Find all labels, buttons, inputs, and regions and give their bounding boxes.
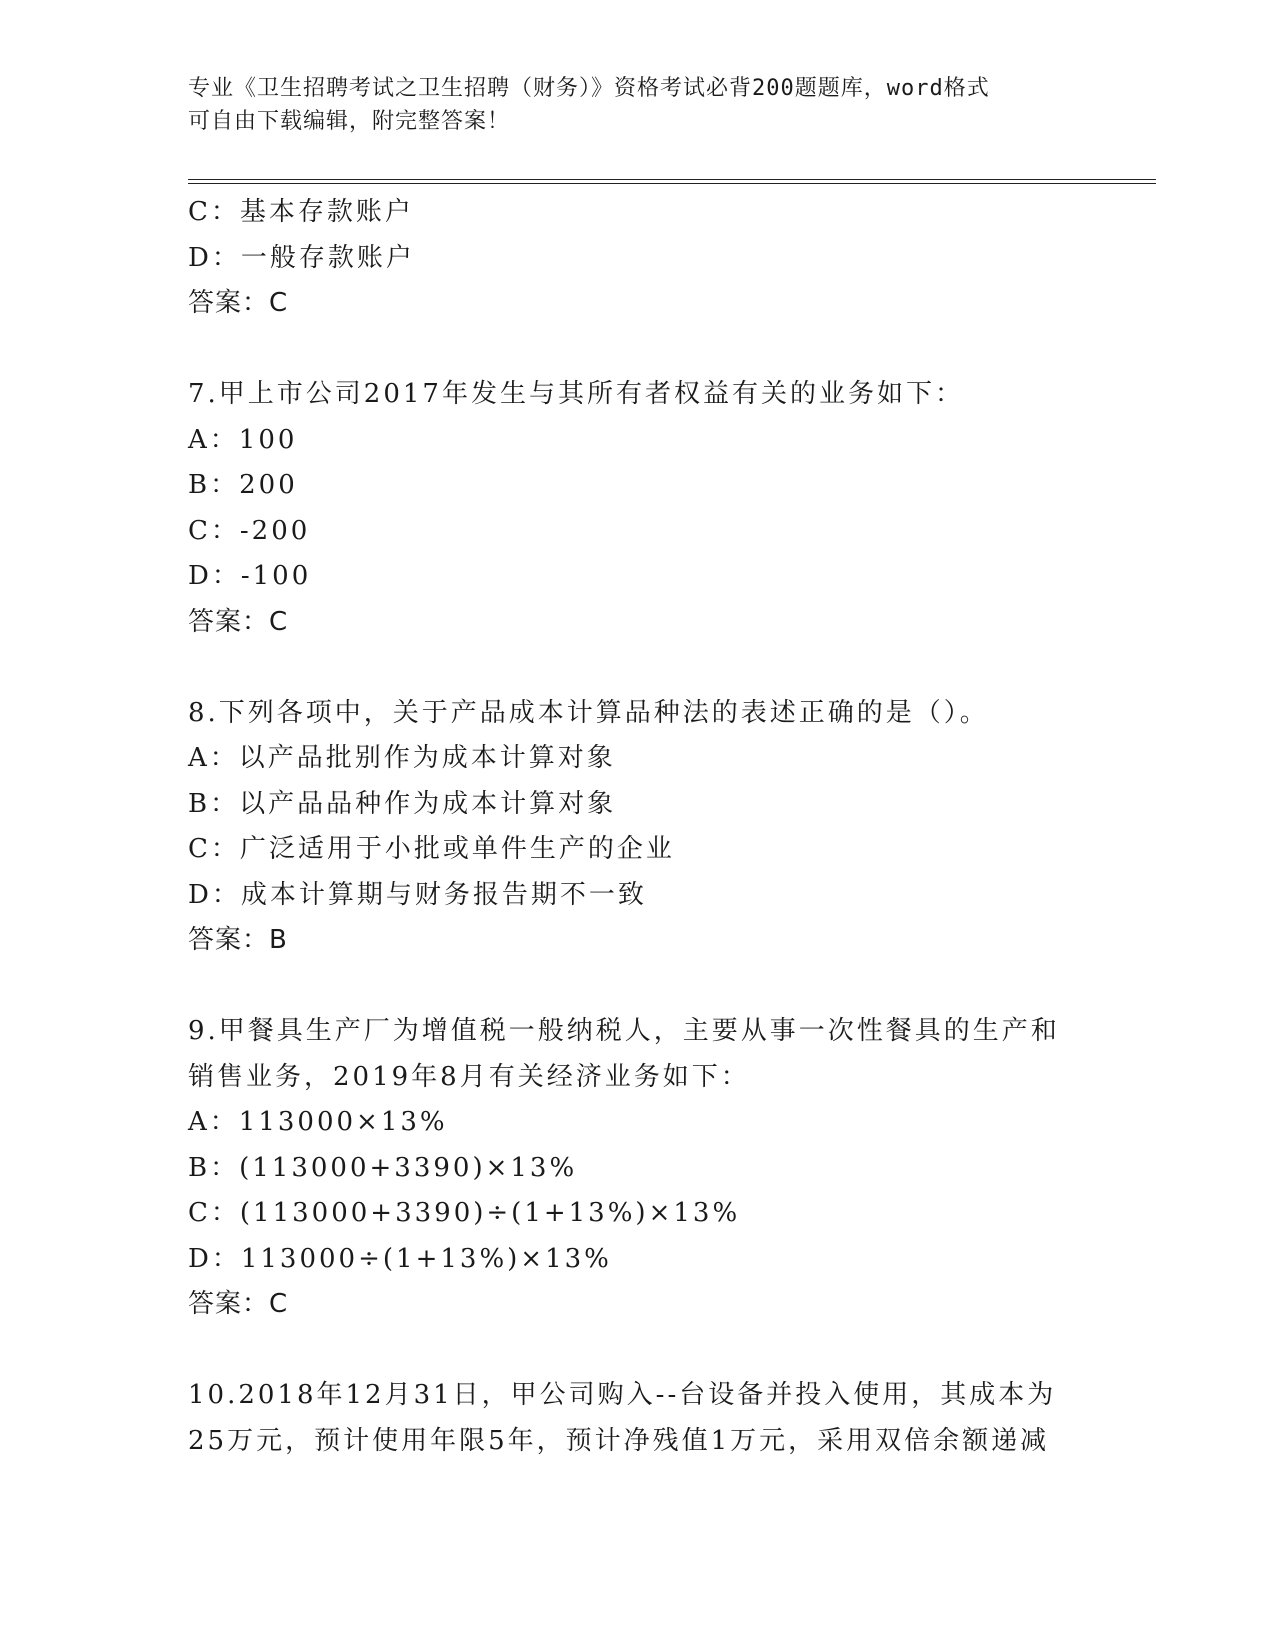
q8-option-c: C：广泛适用于小批或单件生产的企业 <box>188 834 675 864</box>
document-header <box>188 72 1088 138</box>
q7-stem: 7.甲上市公司2017年发生与其所有者权益有关的业务如下： <box>188 379 964 409</box>
spacer <box>188 964 1088 1010</box>
q9-stem-line-2: 销售业务，2019年8月有关经济业务如下： <box>188 1061 750 1092</box>
q10-stem-line-2: 25万元，预计使用年限5年，预计净残值1万元，采用双倍余额递减 <box>188 1425 1050 1456</box>
spacer <box>188 645 1088 691</box>
spacer <box>188 327 1088 373</box>
q8-stem: 8.下列各项中，关于产品成本计算品种法的表述正确的是（）。 <box>188 697 989 728</box>
q9-option-a: A：113000×13% <box>188 1107 448 1137</box>
q6-option-c: C：基本存款账户 <box>188 197 414 227</box>
q8-option-d: D：成本计算期与财务报告期不一致 <box>188 879 647 910</box>
q9-option-d: D：113000÷(1+13%)×13% <box>188 1243 612 1274</box>
header-divider-bottom <box>188 183 1156 184</box>
header-line-1: 专业《卫生招聘考试之卫生招聘（财务）》资格考试必背200题题库，word格式 <box>188 76 990 101</box>
q7-option-b: B：200 <box>188 470 298 500</box>
q9-option-c: C：(113000+3390)÷(1+13%)×13% <box>188 1198 741 1228</box>
q7-option-d: D：-100 <box>188 561 312 591</box>
q8-option-a: A：以产品批别作为成本计算对象 <box>188 743 616 773</box>
q6-answer: 答案：C <box>188 288 289 318</box>
q7-option-c: C：-200 <box>188 515 311 546</box>
q8-option-b: B：以产品品种作为成本计算对象 <box>188 788 617 819</box>
q7-answer: 答案：C <box>188 606 289 637</box>
header-line-2: 可自由下载编辑，附完整答案！ <box>188 109 511 134</box>
q9-answer: 答案：C <box>188 1289 289 1319</box>
spacer <box>188 1328 1088 1374</box>
q9-option-b: B：(113000+3390)×13% <box>188 1152 578 1183</box>
question-list <box>188 190 1088 1464</box>
q7-option-a: A：100 <box>188 424 298 455</box>
q10-stem-line-1: 10.2018年12月31日，甲公司购入--台设备并投入使用，其成本为 <box>188 1380 1057 1410</box>
q6-option-d: D：一般存款账户 <box>188 242 415 273</box>
header-divider-top <box>188 179 1156 180</box>
q9-stem-line-1: 9.甲餐具生产厂为增值税一般纳税人，主要从事一次性餐具的生产和 <box>188 1016 1060 1046</box>
q8-answer: 答案：B <box>188 925 288 955</box>
